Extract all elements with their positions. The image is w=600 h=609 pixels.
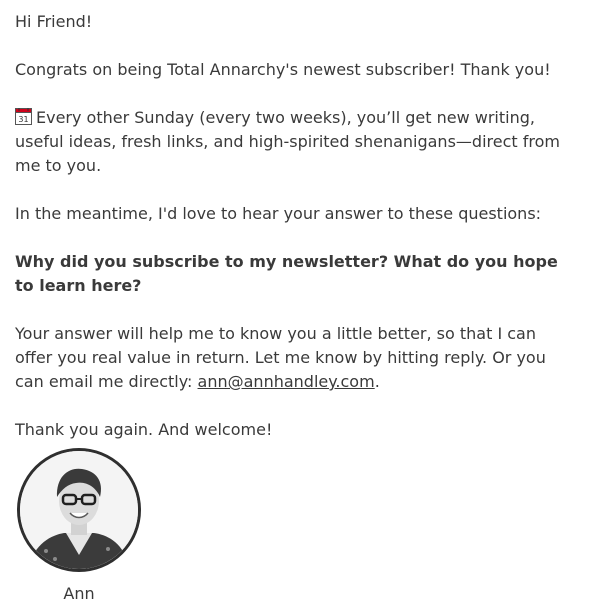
congrats-message: Congrats on being Total Annarchy's newest subscriber! Thank you! [15,60,551,79]
email-link[interactable]: ann@annhandley.com [197,372,375,391]
answer-text-end: . [374,372,380,391]
signature-name: Ann [63,584,95,603]
answer-message [15,322,575,394]
question-text: Why did you subscribe to my newsletter? What do you hope to learn here? [15,252,558,295]
calendar-icon [15,108,32,125]
author-avatar [17,448,141,572]
greeting: Hi Friend! [15,12,93,31]
signature [17,448,141,606]
schedule-message [15,106,575,178]
calendar-icon-number: 31 [18,115,29,124]
answer-text: Your answer will help me to know you a little better, so that I can offer you real value in return. Let me know by hitting reply. Or you can email me directly: [15,324,546,391]
thanks-message: Thank you again. And welcome! [15,420,273,439]
schedule-text: Every other Sunday (every two weeks), you’ll get new writing, useful ideas, fresh links, and high-spirited shenanigans—direct from me to you. [15,108,560,175]
meantime-message: In the meantime, I'd love to hear your answer to these questions: [15,204,542,223]
